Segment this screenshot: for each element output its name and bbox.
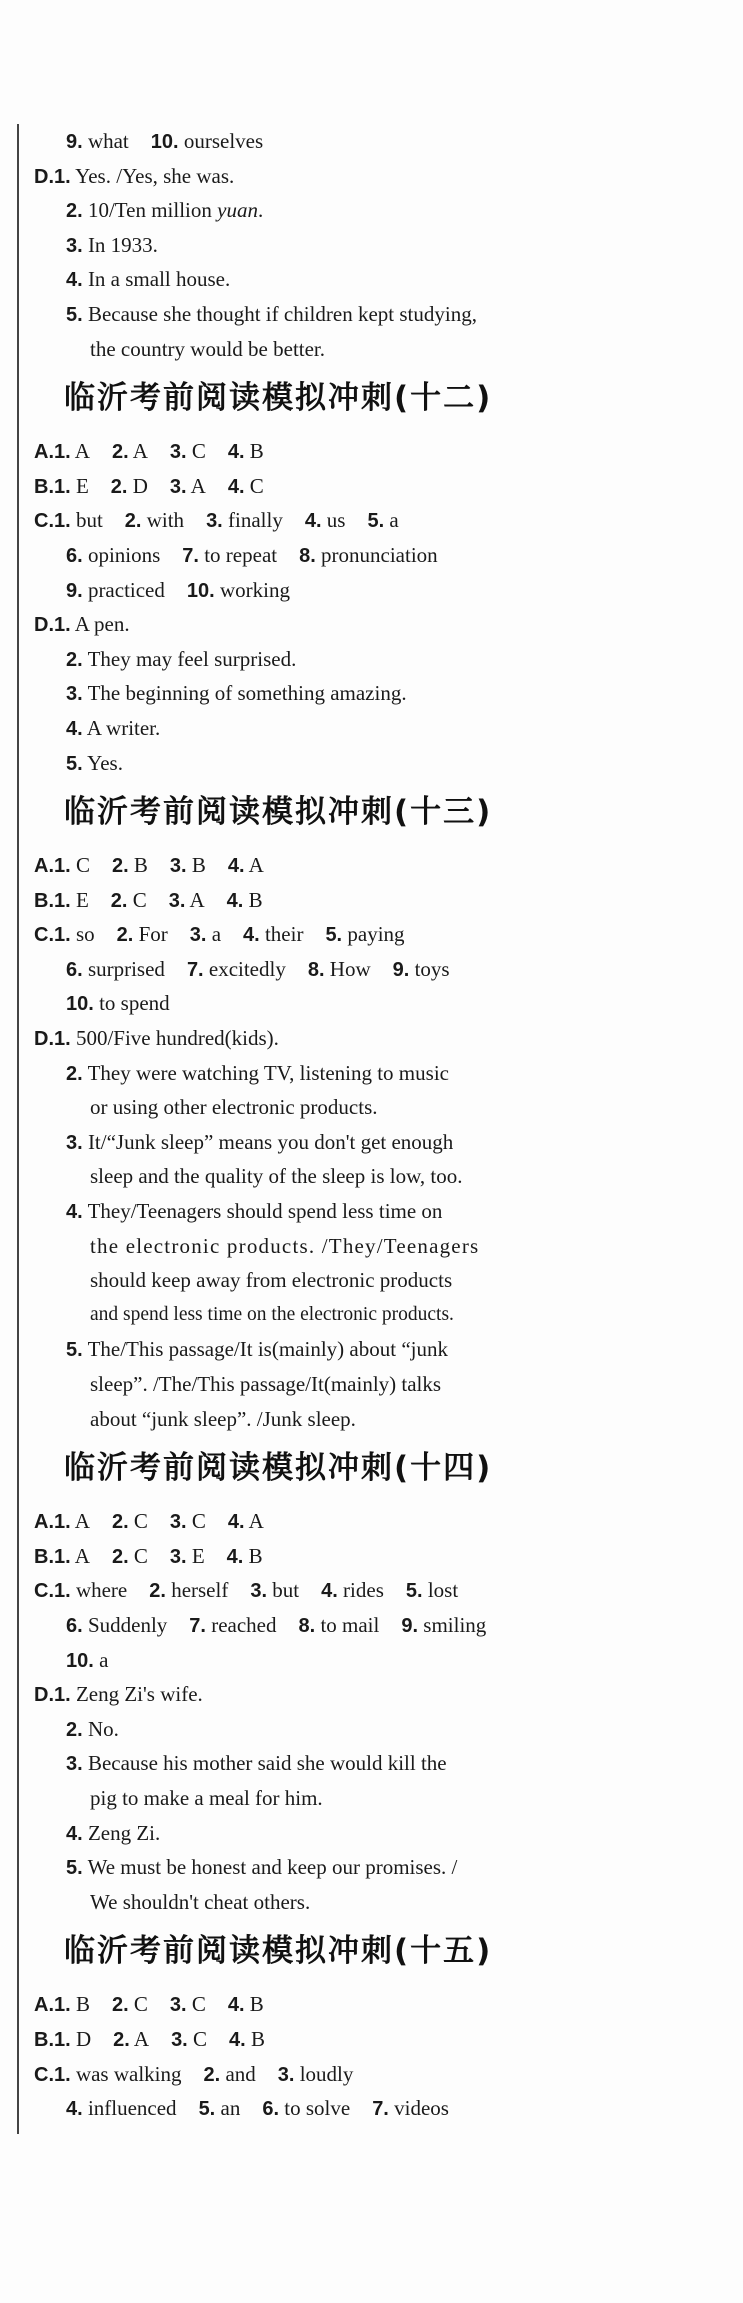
- answer-line: and spend less time on the electronic products.: [90, 1303, 454, 1325]
- answer-line: B.1. A 2. C 3. E 4. B: [34, 1543, 263, 1568]
- answer-line: B.1. E 2. C 3. A 4. B: [34, 887, 263, 912]
- answer-line: C.1. where 2. herself 3. but 4. rides 5. lost: [34, 1578, 459, 1603]
- answer-line: D.1. 500/Five hundred(kids).: [34, 1026, 279, 1051]
- answer-line: 4. Zeng Zi.: [66, 1820, 161, 1845]
- answer-line: C.1. was walking 2. and 3. loudly: [34, 2061, 354, 2086]
- answer-line: sleep and the quality of the sleep is low, too.: [90, 1164, 463, 1189]
- answer-line: 9. practiced 10. working: [66, 577, 290, 602]
- answer-line: 6. surprised 7. excitedly 8. How 9. toys: [66, 956, 450, 981]
- answer-line: A.1. A 2. A 3. C 4. B: [34, 439, 264, 464]
- answer-line: the electronic products. /They/Teenagers: [90, 1233, 480, 1258]
- section-heading: 临沂考前阅读模拟冲刺(十四): [64, 1450, 493, 1487]
- answer-line: A.1. C 2. B 3. B 4. A: [34, 853, 264, 878]
- answer-line: 10. to spend: [66, 991, 170, 1016]
- answer-line: 2. No.: [66, 1716, 119, 1741]
- answer-line: D.1. Zeng Zi's wife.: [34, 1682, 203, 1707]
- answer-line: 3. Because his mother said she would kill the: [66, 1751, 447, 1776]
- margin-rule: [17, 124, 19, 2134]
- answer-line: or using other electronic products.: [90, 1095, 378, 1120]
- answer-line: C.1. but 2. with 3. finally 4. us 5. a: [34, 508, 399, 533]
- answer-line: 3. The beginning of something amazing.: [66, 681, 407, 706]
- answer-line: about “junk sleep”. /Junk sleep.: [90, 1406, 356, 1431]
- answer-line: 5. Because she thought if children kept studying,: [66, 301, 477, 326]
- section-heading: 临沂考前阅读模拟冲刺(十五): [64, 1933, 493, 1970]
- answer-line: 4. In a small house.: [66, 267, 231, 292]
- answer-line: A.1. A 2. C 3. C 4. A: [34, 1509, 264, 1534]
- answer-line: 6. opinions 7. to repeat 8. pronunciation: [66, 542, 438, 567]
- answer-line: D.1. Yes. /Yes, she was.: [34, 163, 235, 188]
- answer-line: sleep”. /The/This passage/It(mainly) talks: [90, 1372, 442, 1396]
- answer-line: 3. It/“Junk sleep” means you don't get enough: [66, 1129, 454, 1154]
- answer-line: 5. The/This passage/It is(mainly) about “junk: [66, 1337, 448, 1362]
- answer-line: 3. In 1933.: [66, 232, 158, 257]
- answer-line: 9. what 10. ourselves: [66, 129, 264, 153]
- answer-line: We shouldn't cheat others.: [90, 1889, 311, 1914]
- answer-line: A.1. B 2. C 3. C 4. B: [34, 1992, 264, 2017]
- answer-line: 5. We must be honest and keep our promises. /: [66, 1855, 458, 1880]
- answer-line: pig to make a meal for him.: [90, 1785, 323, 1810]
- answer-line: the country would be better.: [90, 336, 326, 361]
- section-heading: 临沂考前阅读模拟冲刺(十二): [64, 380, 493, 417]
- answer-line: 4. influenced 5. an 6. to solve 7. videos: [66, 2096, 449, 2121]
- answer-content: [34, 124, 634, 2126]
- answer-line: B.1. D 2. A 3. C 4. B: [34, 2026, 265, 2051]
- answer-line: 2. They were watching TV, listening to music: [66, 1060, 449, 1085]
- answer-line: should keep away from electronic products: [90, 1268, 453, 1293]
- answer-line: C.1. so 2. For 3. a 4. their 5. paying: [34, 922, 405, 947]
- answer-line: 2. 10/Ten million yuan.: [66, 198, 264, 223]
- section-heading: 临沂考前阅读模拟冲刺(十三): [64, 794, 493, 831]
- answer-line: D.1. A pen.: [34, 612, 130, 637]
- answer-line: 10. a: [66, 1647, 109, 1672]
- answer-line: 6. Suddenly 7. reached 8. to mail 9. smiling: [66, 1612, 487, 1637]
- answer-line: 5. Yes.: [66, 750, 123, 775]
- answer-line: B.1. E 2. D 3. A 4. C: [34, 473, 264, 498]
- answer-line: 2. They may feel surprised.: [66, 646, 297, 671]
- answer-line: 4. They/Teenagers should spend less time on: [66, 1199, 443, 1224]
- answer-line: 4. A writer.: [66, 715, 161, 740]
